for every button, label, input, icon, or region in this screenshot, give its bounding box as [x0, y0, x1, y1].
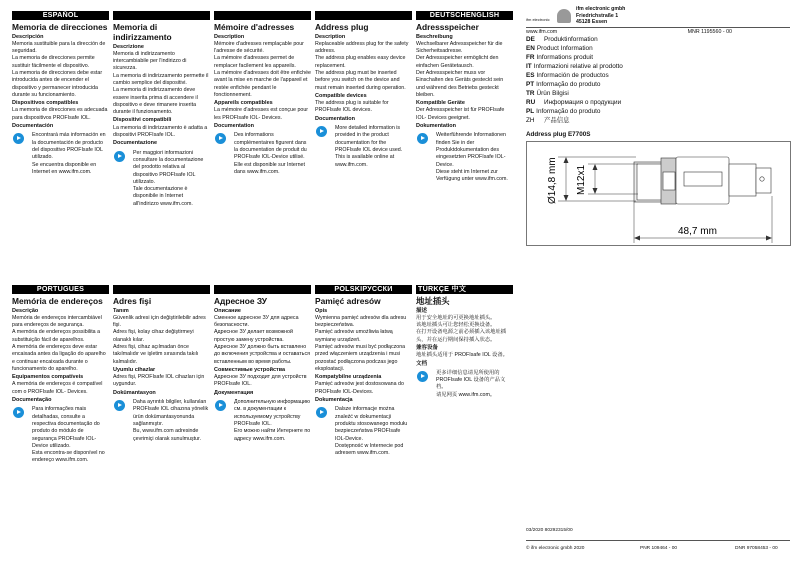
language-column — [416, 11, 513, 183]
paragraph: Сменное адресное ЗУ для адреса безопасности. — [214, 314, 299, 329]
language-header-bar — [315, 11, 412, 20]
language-header-bar — [214, 285, 311, 294]
paragraph: A memória de endereços possibilita a substituição fácil de aparelhos. — [12, 329, 101, 343]
company-street: Friedrichstraße 1 — [576, 12, 619, 19]
diameter-label: Ø14,8 mm — [547, 157, 558, 204]
company-website[interactable]: www.ifm.com — [526, 29, 558, 35]
language-label: Produktinformation — [544, 36, 598, 43]
language-header-bar — [113, 11, 210, 20]
language-code: IT — [526, 63, 532, 70]
paragraph: A memória de endereços é compatível com o PROFIsafe IOL- Devices. — [12, 381, 103, 395]
language-label: Ürün Bilgisi — [536, 90, 569, 97]
documentation-note — [416, 370, 513, 399]
language-column — [315, 285, 412, 457]
paragraph: Pamięć adresów jest dostosowana do PROFIsafe IOL-Devices. — [315, 381, 404, 395]
language-code: PL — [526, 108, 535, 115]
language-column — [12, 285, 109, 465]
paragraph: Per maggiori informazioni consultare la documentazione del prodotto relativa al dispositivo PROFIsafe IOL utilizzato. — [133, 149, 204, 185]
paragraph: The address plug enables easy device replacement. — [315, 55, 406, 69]
paragraph: 该地址插头可让您轻松更换设备。 — [416, 322, 496, 329]
paragraph: Mémoire d'adresses remplaçable pour l'adresse de sécurité. — [214, 40, 304, 55]
language-code: PT — [526, 81, 535, 88]
copyright: © ifm electronic gmbh 2020 — [526, 546, 585, 551]
paragraph: Elle est disponible sur Internet dans www.ifm.com. — [234, 161, 305, 175]
paragraph: Weiterführende Informationen finden Sie in der Produktdokumentation des eingesetzten PROFIsafe IOL-Device. — [436, 132, 506, 168]
paragraph: Replaceable address plug for the safety address. — [315, 40, 409, 55]
paragraph: Encontrará más información en la documentación de producto del dispositivo PROFIsafe IOL utilizado. — [32, 132, 106, 161]
paragraph: 地址插头适用于 PROFIsafe IOL 设备。 — [416, 352, 508, 359]
paragraph: 请见网页 www.ifm.com。 — [436, 391, 496, 398]
documentation-heading: Documentation — [214, 123, 255, 130]
paragraph: Des informations complémentaires figurent dans la documentation de produit du PROFIsafe IOL-Device utilisé. — [234, 132, 307, 161]
subsection-heading: Uyumlu cihazlar — [113, 366, 156, 373]
paragraph: La memoria de direcciones permite sustituir fácilmente el dispositivo. — [12, 55, 95, 69]
logo-icon — [557, 9, 571, 23]
language-list — [526, 35, 623, 125]
subsection-heading: Описание — [214, 307, 241, 314]
section-title: Mémoire d'adresses — [214, 21, 295, 32]
documentation-text — [32, 406, 109, 464]
language-column — [214, 285, 311, 443]
subsection-heading: Descripción — [12, 33, 44, 40]
language-label: Informations produit — [536, 54, 594, 61]
language-column — [12, 11, 109, 176]
section-title: Memoria di indirizzamento — [113, 21, 172, 42]
documentation-text — [133, 399, 210, 443]
paragraph: La memoria de direcciones es adecuada para dispositivos PROFIsafe IOL. — [12, 107, 108, 121]
documentation-heading: Документация — [214, 389, 254, 396]
language-label: Информация о продукции — [544, 99, 622, 106]
paragraph: Der Adressspeicher ermöglicht den einfachen Gerätetausch. — [416, 55, 499, 69]
language-column — [214, 11, 311, 176]
subsection-heading: Dispositivos compatibles — [12, 100, 79, 107]
subsection-heading: Compatible devices — [315, 92, 367, 99]
paragraph: Güvenlik adresi için değiştirilebilir adres fişi. — [113, 314, 206, 329]
section-title: Адресное ЗУ — [214, 295, 267, 306]
language-item — [526, 44, 623, 53]
language-code: ES — [526, 72, 535, 79]
documentation-note — [214, 399, 311, 443]
subsection-heading: Совместимые устройства — [214, 366, 286, 373]
subsection-heading: Description — [214, 33, 245, 40]
language-column — [113, 285, 210, 443]
documentation-info-icon — [114, 400, 125, 411]
paragraph: Pamięć adresów umożliwia łatwą wymianę urządzeń. — [315, 329, 393, 343]
paragraph: Der Adressspeicher muss vor Einschalten des Geräts gesteckt sein und während des Betriebs gesteckt bleiben. — [416, 69, 504, 98]
documentation-note — [214, 132, 311, 176]
subsection-heading: Kompatybilne urządzenia — [315, 374, 382, 381]
documentation-heading: Documentation — [315, 115, 356, 122]
documentation-heading: Documentazione — [113, 140, 158, 147]
paragraph: Para informações mais detalhadas, consulte a respectiva documentação do produto do módulo de segurança PROFIsafe IOL-Device utilizado. — [32, 406, 100, 449]
paragraph: Bu, www.ifm.com adresinde çevrimiçi olarak sunulmuştur. — [133, 428, 201, 442]
documentation-note — [315, 125, 412, 169]
documentation-note — [12, 132, 109, 176]
date-code: 03/2020 80292315/00 — [526, 528, 573, 533]
section-title: Adres fişi — [113, 295, 152, 306]
dnr-number: DNR 97058453 - 00 — [735, 546, 778, 551]
logo-text: ifm electronic — [526, 17, 550, 22]
paragraph: Diese steht im Internet zur Verfügung unter www.ifm.com. — [436, 168, 508, 183]
company-address — [576, 6, 625, 26]
thread-label: M12x1 — [576, 164, 587, 195]
language-code: EN — [526, 45, 535, 52]
section-title: Memória de endereços — [12, 295, 103, 306]
paragraph: Его можно найти Интернете по адресу www.ifm.com. — [234, 428, 311, 442]
company-city: 45128 Essen — [576, 19, 608, 25]
documentation-info-icon — [316, 126, 327, 137]
paragraph: Adres fişi, PROFIsafe IOL cihazları için uygundur. — [113, 374, 205, 388]
documentation-note — [416, 132, 513, 183]
company-logo — [526, 6, 572, 25]
language-header-bar — [214, 11, 311, 20]
language-header-bar: ESPAÑOL — [12, 11, 109, 20]
documentation-note — [113, 399, 210, 443]
documentation-text — [234, 132, 311, 176]
paragraph: La memoria di indirizzamento permette il cambio semplice del dispositivi. — [113, 72, 209, 86]
documentation-note — [12, 406, 109, 464]
language-item — [526, 98, 623, 107]
product-title: Address plug E7700S — [526, 131, 591, 138]
documentation-text — [436, 370, 513, 399]
subsection-heading: 描述 — [416, 307, 428, 314]
paragraph: Tale documentazione è disponibile in Internet all'indirizzo www.ifm.com. — [133, 186, 193, 207]
paragraph: La mémoire d'adresses permet de remplacer facilement les appareils. — [214, 55, 296, 69]
language-code: FR — [526, 54, 535, 61]
documentation-text — [32, 132, 109, 176]
documentation-info-icon — [13, 133, 24, 144]
language-item — [526, 107, 623, 116]
subsection-heading: Descrizione — [113, 43, 144, 50]
paragraph: Адресное ЗУ делает возможной простую замену устройства. — [214, 329, 293, 343]
language-column — [113, 11, 210, 208]
paragraph: Dalsze informacje można znaleźć w dokumentacji produktu stosowanego modułu bezpieczeństwa PROFIsafe IOL-Device. — [335, 406, 408, 442]
language-item — [526, 35, 623, 44]
paragraph: La mémoire d'adresses doit être enfichée avant la mise en marche de l'appareil et restée enfichée pendant le fonctionnement. — [214, 69, 311, 98]
language-label: Información de productos — [536, 72, 609, 79]
documentation-info-icon — [417, 371, 428, 382]
paragraph: 更多详细信息请见所使用的 PROFIsafe IOL 设备的产品文档。 — [436, 369, 506, 391]
documentation-info-icon — [417, 133, 428, 144]
paragraph: Adres fişi, cihaz açılmadan önce takılmalıdır ve işletim sırasında takılı kalmalıdır. — [113, 343, 199, 365]
paragraph: The address plug must be inserted before you switch on the device and must remain inserted during operation. — [315, 69, 406, 91]
language-label: 产品信息 — [544, 117, 570, 124]
subsection-heading: 兼容设备 — [416, 344, 439, 351]
paragraph: Wymienna pamięć adresów dla adresu bezpieczeństwa. — [315, 314, 407, 329]
paragraph: La memoria di indirizzamento deve essere inserita prima di accendere il dispositivo e deve rimanere inserita durante il funzionamento. — [113, 87, 198, 116]
language-label: Informação do produto — [536, 81, 601, 88]
paragraph: Se encuentra disponible en Internet en www.ifm.com. — [32, 161, 97, 175]
paragraph: Memoria sustituible para la dirección de seguridad. — [12, 40, 106, 55]
subsection-heading: Dispositivi compatibili — [113, 117, 172, 124]
length-label: 48,7 mm — [678, 226, 717, 237]
language-code: DE — [526, 36, 535, 43]
documentation-info-icon — [215, 133, 226, 144]
paragraph: 用于安全地址的可更换地址插头。 — [416, 314, 496, 321]
language-header-bar: DEUTSCHENGLISH — [416, 11, 513, 20]
language-item — [526, 89, 623, 98]
language-code: ZH — [526, 117, 535, 124]
language-code: TR — [526, 90, 535, 97]
paragraph: Adres fişi, kolay cihaz değiştirmeyi olanaklı kılar. — [113, 329, 194, 343]
dimension-drawing — [526, 141, 791, 246]
documentation-info-icon — [114, 151, 125, 162]
subsection-heading: Equipamentos compatíveis — [12, 374, 84, 381]
paragraph: Memória de endereços intercambiável para endereços de segurança. — [12, 314, 102, 329]
paragraph: La mémoire d'adresses est conçue pour les PROFIsafe IOL- Devices. — [214, 107, 309, 121]
language-header-bar: PORTUGUES — [12, 285, 109, 294]
documentation-heading: Dokumentation — [416, 123, 457, 130]
pnr-number: PNR 109464 - 00 — [640, 546, 678, 551]
language-column — [315, 11, 412, 169]
subsection-heading: Tanım — [113, 307, 129, 314]
paragraph: A memória de endereços deve estar encaixada antes da ligação do aparelho e continuar encaixada durante o funcionamento do aparelho. — [12, 343, 106, 372]
subsection-heading: Appareils compatibles — [214, 100, 273, 107]
section-title: 地址插头 — [416, 295, 450, 306]
language-label: Informazioni relative al prodotto — [533, 63, 623, 70]
paragraph: The address plug is suitable for PROFIsafe IOL devices. — [315, 100, 389, 114]
language-label: Informação do produto — [536, 108, 601, 115]
paragraph: 在打开设备电源之前必须插入该地址插头，并在运行期间保持插入状态。 — [416, 329, 507, 343]
documentation-text — [133, 150, 210, 208]
language-item — [526, 71, 623, 80]
documentation-heading: Dokümantasyon — [113, 389, 156, 396]
language-code: RU — [526, 99, 536, 106]
documentation-text — [335, 125, 412, 169]
mnr-number: MNR 1195560 - 00 — [687, 29, 732, 35]
company-name: ifm electronic gmbh — [576, 6, 626, 12]
paragraph: La memoria di indirizzamento è adatta a dispositivi PROFIsafe IOL. — [113, 124, 208, 139]
subsection-heading: Kompatible Geräte — [416, 100, 465, 107]
language-item — [526, 116, 623, 125]
documentation-note — [113, 150, 210, 208]
section-title: Memoria de direcciones — [12, 21, 108, 32]
plug-outline — [634, 157, 771, 204]
subsection-heading: Beschreibung — [416, 33, 453, 40]
section-title: Address plug — [315, 21, 369, 32]
documentation-text — [436, 132, 513, 183]
paragraph: Wechselbarer Adressspeicher für die Sicherheitsadresse. — [416, 40, 503, 55]
paragraph: Esta encontra-se disponível no endereço www.ifm.com. — [32, 450, 105, 464]
subsection-heading: Descrição — [12, 307, 39, 314]
section-title: Pamięć adresów — [315, 295, 381, 306]
documentation-info-icon — [13, 407, 24, 418]
documentation-heading: Documentación — [12, 123, 54, 130]
paragraph: Pamięć adresów musi być podłączona przed włączeniem urządzenia i musi pozostać podłączona podczas jego eksploatacji. — [315, 343, 406, 372]
documentation-text — [335, 406, 412, 457]
subsection-heading: Description — [315, 33, 346, 40]
section-title: Adressspeicher — [416, 21, 479, 32]
language-header-bar — [113, 285, 210, 294]
paragraph: Адресное ЗУ подходит для устройств PROFIsafe IOL. — [214, 374, 307, 388]
documentation-text — [234, 399, 311, 443]
documentation-note — [315, 406, 412, 457]
language-item — [526, 53, 623, 62]
language-column — [416, 285, 513, 399]
subsection-heading: Opis — [315, 307, 328, 314]
documentation-heading: Documentação — [12, 397, 52, 404]
paragraph: Memoria di indirizzamento intercambiabile per l'indirizzo di sicurezza. — [113, 50, 187, 72]
paragraph: Daha ayrıntılı bilgiler, kullanılan PROFIsafe IOL cihazına yönelik ürün dokümantasyonunda sağlanmıştır. — [133, 399, 209, 427]
language-header-bar: POLSKIРУССКИ — [315, 285, 412, 294]
footer-divider — [526, 540, 790, 541]
paragraph: More detailed information is provided in the product documentation for the PROFIsafe IOL device used. This is available online at www.ifm.com. — [335, 125, 403, 168]
paragraph: Адресное ЗУ должно быть вставлено до включения устройства и оставаться вставленным во время работы. — [214, 343, 310, 365]
documentation-info-icon — [316, 407, 327, 418]
documentation-info-icon — [215, 400, 226, 411]
paragraph: Der Adressspeicher ist für PROFIsafe IOL- Devices geeignet. — [416, 107, 505, 121]
language-header-bar: TÜRKÇE 中文 — [416, 285, 513, 294]
language-label: Product Information — [536, 45, 593, 52]
documentation-heading: Dokumentacja — [315, 397, 353, 404]
paragraph: Дополнительную информацию см. в документации к используемому устройству PROFIsafe IOL. — [234, 399, 310, 427]
language-item — [526, 62, 623, 71]
documentation-heading: 文档 — [416, 360, 428, 367]
language-item — [526, 80, 623, 89]
paragraph: Dostępność w Internecie pod adresem www.ifm.com. — [335, 442, 404, 457]
paragraph: La memoria de direcciones debe estar introducida antes de encender el dispositivo y permanecer introducida durante su funcionamiento. — [12, 69, 103, 98]
